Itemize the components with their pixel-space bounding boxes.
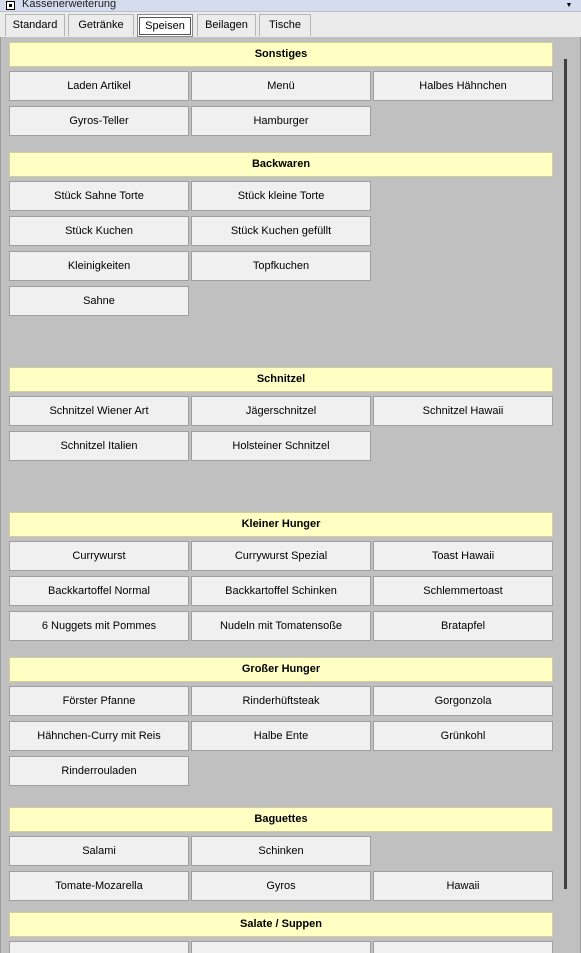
item-button[interactable]: Stück Kuchen gefüllt	[191, 216, 371, 246]
window-icon[interactable]	[6, 1, 15, 10]
item-button[interactable]: Schnitzel Wiener Art	[9, 396, 189, 426]
triangle-down-icon[interactable]: ▼	[565, 2, 573, 9]
tab-beilagen[interactable]	[197, 14, 256, 36]
tab-label: Standard	[12, 19, 58, 31]
item-button[interactable]: Toast Hawaii	[373, 541, 553, 571]
item-button[interactable]: Gorgonzola	[373, 686, 553, 716]
item-button[interactable]: Tomate-Mozarella	[9, 871, 189, 901]
item-button[interactable]: Gyros-Teller	[9, 106, 189, 136]
item-button[interactable]: Rinderrouladen	[9, 756, 189, 786]
item-button[interactable]: Hamburger	[191, 106, 371, 136]
item-button[interactable]: Hähnchen-Curry mit Reis	[9, 721, 189, 751]
section-header-kleiner-hunger: Kleiner Hunger	[9, 512, 553, 537]
item-button[interactable]: Kleinigkeiten	[9, 251, 189, 281]
tab-speisen[interactable]	[137, 14, 193, 37]
item-button[interactable]: Salami	[9, 836, 189, 866]
item-button[interactable]: Backkartoffel Normal	[9, 576, 189, 606]
section-header-grosser-hunger: Großer Hunger	[9, 657, 553, 682]
item-button[interactable]: Backkartoffel Schinken	[191, 576, 371, 606]
item-button[interactable]: Schnitzel Italien	[9, 431, 189, 461]
item-button[interactable]: Schinken	[191, 836, 371, 866]
tab-label: Tische	[269, 19, 301, 31]
item-button[interactable]	[191, 941, 371, 953]
tab-standard[interactable]	[5, 14, 65, 36]
item-button[interactable]: Schlemmertoast	[373, 576, 553, 606]
section-header-baguettes: Baguettes	[9, 807, 553, 832]
item-button[interactable]: Halbes Hähnchen	[373, 71, 553, 101]
item-button[interactable]: Menü	[191, 71, 371, 101]
scrollbar-thumb[interactable]	[564, 59, 567, 889]
section-header-backwaren: Backwaren	[9, 152, 553, 177]
item-button[interactable]: Nudeln mit Tomatensoße	[191, 611, 371, 641]
tab-tische[interactable]	[259, 14, 311, 36]
item-button[interactable]: Stück Sahne Torte	[9, 181, 189, 211]
tab-label: Getränke	[78, 19, 124, 31]
section-header-salate-suppen: Salate / Suppen	[9, 912, 553, 937]
item-button[interactable]: 6 Nuggets mit Pommes	[9, 611, 189, 641]
item-button[interactable]: Holsteiner Schnitzel	[191, 431, 371, 461]
section-header-schnitzel: Schnitzel	[9, 367, 553, 392]
item-button[interactable]: Jägerschnitzel	[191, 396, 371, 426]
item-button[interactable]: Förster Pfanne	[9, 686, 189, 716]
item-button[interactable]: Hawaii	[373, 871, 553, 901]
vertical-scrollbar[interactable]	[559, 47, 571, 953]
tab-getraenke[interactable]	[68, 14, 134, 36]
window-title: Kassenerweiterung	[22, 0, 117, 10]
tab-label: Speisen	[139, 17, 191, 35]
item-button[interactable]: Laden Artikel	[9, 71, 189, 101]
item-button[interactable]: Rinderhüftsteak	[191, 686, 371, 716]
item-button[interactable]: Schnitzel Hawaii	[373, 396, 553, 426]
item-button[interactable]: Bratapfel	[373, 611, 553, 641]
item-button[interactable]: Topfkuchen	[191, 251, 371, 281]
tab-label: Beilagen	[205, 19, 248, 31]
item-button[interactable]: Currywurst Spezial	[191, 541, 371, 571]
item-button[interactable]: Halbe Ente	[191, 721, 371, 751]
window-titlebar	[0, 0, 581, 11]
item-button[interactable]: Sahne	[9, 286, 189, 316]
section-header-sonstiges: Sonstiges	[9, 42, 553, 67]
speisen-panel	[0, 37, 581, 953]
item-button[interactable]	[9, 941, 189, 953]
item-button[interactable]	[373, 941, 553, 953]
tab-bar	[0, 11, 581, 37]
item-button[interactable]: Currywurst	[9, 541, 189, 571]
item-button[interactable]: Stück kleine Torte	[191, 181, 371, 211]
item-button[interactable]: Stück Kuchen	[9, 216, 189, 246]
item-button[interactable]: Gyros	[191, 871, 371, 901]
item-button[interactable]: Grünkohl	[373, 721, 553, 751]
